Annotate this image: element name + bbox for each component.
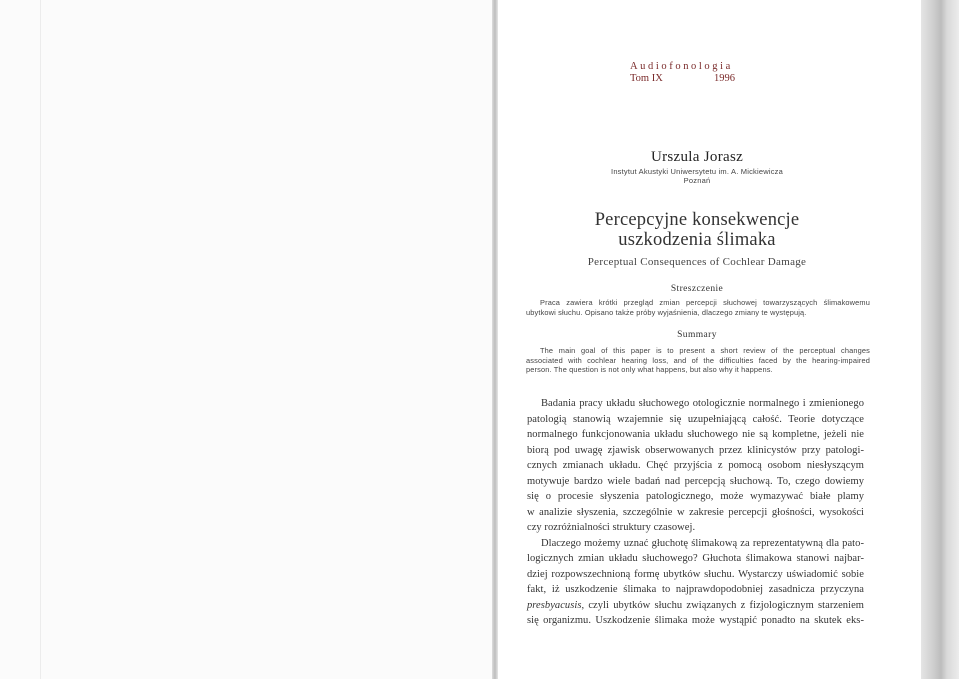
author-city: Poznań — [683, 176, 711, 185]
streszczenie-heading: Streszczenie — [670, 284, 724, 294]
body-line: patologią stanowią wzajemnie się uzupełniającą całość. Teorie dotyczące — [527, 413, 864, 425]
streszczenie-text — [526, 298, 870, 317]
body-line: logicznych zmian układu słuchowego? Głuchota ślimakowa stanowi najbar- — [527, 553, 864, 564]
body-line: się organizmu. Uszkodzenie ślimaka może wystąpić ponadto na skutek eks- — [527, 615, 864, 626]
page-edge — [921, 0, 959, 679]
author-block — [524, 149, 870, 185]
title-line-1: Percepcyjne konsekwencje — [594, 210, 800, 230]
summary-line: The main goal of this paper is to present a short review of the perceptual changes — [540, 346, 870, 355]
summary-line: associated with cochlear hearing loss, and of the difficulties faced by the hearing-impaired — [526, 355, 870, 365]
body-line: Badania pracy układu słuchowego otologicznie normalnego i zmienionego — [541, 398, 864, 409]
streszczenie-line: Praca zawiera krótki przegląd zmian percepcji słuchowej towarzyszących ślimakowemu — [540, 298, 870, 307]
body-line: dziej rozpowszechnioną formę ubytków słuchu. Wystarczy uświadomić sobie — [527, 568, 864, 580]
body-line: cznych zmianach układu. Chęć przyjścia z pomocą osobom niesłyszącym — [527, 460, 864, 471]
body-line-italic — [527, 598, 864, 614]
body-line: biorą pod uwagę zjawisk obserwowanych przez klinicystów przy patologi- — [527, 444, 864, 456]
summary-heading: Summary — [677, 330, 717, 340]
body-line: fakt, iż uszkodzenie ślimaka to najprawdopodobniej zasadnicza przyczyna — [527, 584, 864, 595]
author-name: Urszula Jorasz — [650, 149, 744, 165]
summary-text — [526, 346, 870, 375]
body-text — [527, 396, 864, 629]
journal-header — [630, 61, 740, 85]
body-line: motywuje bardzo wiele badań nad percepcją słuchową. To, czego dowiemy — [527, 475, 864, 487]
title-line-2: uszkodzenia ślimaka — [618, 230, 776, 250]
body-line-rest: , czyli ubytków słuchu związanych z fizjologicznym starzeniem — [581, 599, 864, 611]
streszczenie-line: ubytkowi słuchu. Opisano także próby wyjaśnienia, dlaczego zmiany te występują. — [526, 307, 807, 317]
italic-term: presbyacusis — [527, 599, 582, 611]
journal-year: 1996 — [714, 73, 735, 84]
journal-name: Audiofonologia — [630, 61, 733, 72]
title-english: Perceptual Consequences of Cochlear Damage — [587, 256, 807, 268]
summary-line: person. The question is not only what happens, but also why it happens. — [526, 365, 773, 375]
body-line: normalnego funkcjonowania układu słuchowego nie są kompletne, jeżeli nie — [527, 429, 864, 440]
body-line: czy rozróżnialności struktury czasowej. — [527, 522, 696, 533]
body-line: się o procesie słyszenia patologicznego, może wymazywać białe plamy — [527, 491, 864, 502]
title-block — [524, 210, 870, 269]
body-line: Dlaczego możemy uznać głuchotę ślimakową za reprezentatywną dla pato- — [541, 537, 864, 549]
author-affiliation: Instytut Akustyki Uniwersytetu im. A. Mickiewicza — [611, 167, 783, 176]
body-line: w analizie słyszenia, szczególnie w zakresie percepcji głośności, wysokości — [527, 506, 864, 518]
journal-volume: Tom IX — [630, 73, 663, 84]
